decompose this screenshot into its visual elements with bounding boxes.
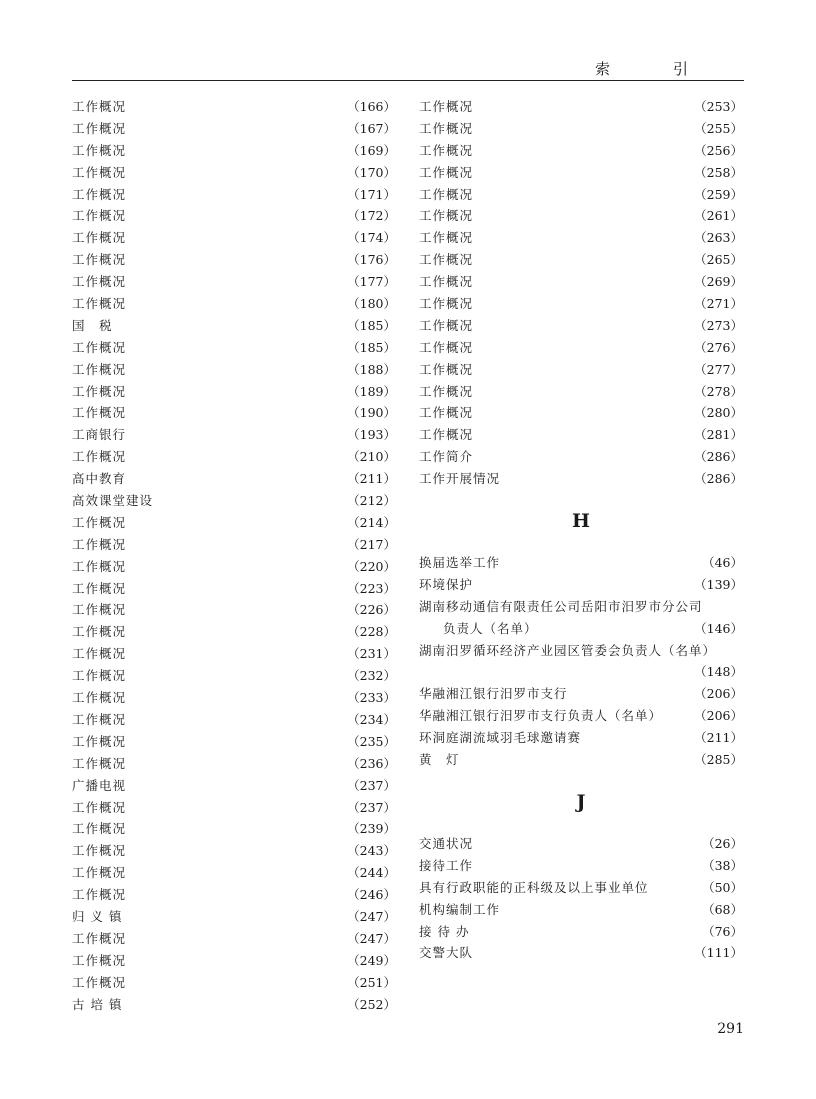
entry-page-ref: （148） <box>694 664 743 680</box>
entry-page-ref: （236） <box>347 755 396 771</box>
index-entry <box>419 271 743 293</box>
index-entry <box>72 227 396 249</box>
entry-page-ref: （167） <box>347 120 396 136</box>
index-entry <box>419 618 743 640</box>
entry-page-ref: （146） <box>694 620 743 636</box>
entry-page-ref: （271） <box>694 296 743 312</box>
entry-name: 工作概况 <box>419 274 474 290</box>
entry-name: 工作概况 <box>72 755 127 771</box>
entry-page-ref: （176） <box>347 252 396 268</box>
entry-name: 交警大队 <box>419 945 474 961</box>
entry-name: 工作概况 <box>72 186 127 202</box>
index-entry <box>72 118 396 140</box>
entry-name: 工作概况 <box>72 580 127 596</box>
entry-name: 工作概况 <box>72 514 127 530</box>
entry-page-ref: （265） <box>694 252 743 268</box>
index-entry <box>419 899 743 921</box>
entry-page-ref: （281） <box>694 427 743 443</box>
index-entry <box>72 315 396 337</box>
index-entry <box>72 490 396 512</box>
section-heading-j: J <box>576 790 586 813</box>
entry-name: 古 培 镇 <box>72 996 123 1012</box>
index-entry <box>419 921 743 943</box>
entry-page-ref: （50） <box>702 879 743 895</box>
entry-name: 工作概况 <box>72 208 127 224</box>
entry-page-ref: （180） <box>347 296 396 312</box>
entry-name: 工作概况 <box>72 930 127 946</box>
entry-name: 工作概况 <box>419 99 474 114</box>
index-entry <box>419 552 743 574</box>
entry-page-ref: （277） <box>694 361 743 377</box>
entry-page-ref: （251） <box>347 974 396 990</box>
index-entry <box>72 818 396 840</box>
entry-page-ref: （228） <box>347 624 396 640</box>
index-entry <box>72 665 396 687</box>
index-entry <box>72 337 396 359</box>
entry-name: 归 义 镇 <box>72 908 123 924</box>
entry-name: 工作概况 <box>419 208 474 224</box>
index-entry <box>72 731 396 753</box>
entry-name: 工作概况 <box>72 339 127 355</box>
index-entry <box>72 840 396 862</box>
index-entry <box>419 205 743 227</box>
index-entry <box>72 96 396 118</box>
entry-name: 工作概况 <box>72 624 127 640</box>
entry-page-ref: （211） <box>347 471 396 487</box>
index-entry <box>419 315 743 337</box>
entry-name: 工作概况 <box>72 296 127 312</box>
index-entry <box>72 578 396 600</box>
index-entry <box>72 556 396 578</box>
entry-name: 工作概况 <box>72 405 127 421</box>
entry-name: 工作概况 <box>419 427 474 443</box>
index-entry <box>72 402 396 424</box>
index-entry <box>72 709 396 731</box>
index-entry <box>419 381 743 403</box>
index-entry <box>72 162 396 184</box>
entry-page-ref: （233） <box>347 690 396 706</box>
entry-name: 工作概况 <box>72 646 127 662</box>
index-entry <box>72 687 396 709</box>
entry-name: 广播电视 <box>72 777 127 793</box>
entry-name: 工作简介 <box>419 449 474 465</box>
index-entry <box>419 833 743 855</box>
entry-page-ref: （212） <box>347 493 396 509</box>
entry-name: 接 待 办 <box>419 923 470 939</box>
entry-page-ref: （247） <box>347 930 396 946</box>
entry-page-ref: （232） <box>347 668 396 684</box>
entry-name: 环境保护 <box>419 576 474 592</box>
index-entry <box>419 705 743 727</box>
index-group-continued <box>419 96 743 490</box>
entry-name: 工作概况 <box>72 558 127 574</box>
index-entry <box>72 293 396 315</box>
entry-name: 工作概况 <box>72 252 127 268</box>
entry-page-ref: （246） <box>347 887 396 903</box>
entry-name: 工作概况 <box>72 602 127 618</box>
entry-page-ref: （185） <box>347 317 396 333</box>
entry-page-ref: （226） <box>347 602 396 618</box>
entry-name: 环洞庭湖流域羽毛球邀请赛 <box>419 730 582 746</box>
entry-page-ref: （211） <box>694 730 743 746</box>
entry-page-ref: （263） <box>694 230 743 246</box>
entry-name: 工作概况 <box>419 317 474 333</box>
entry-page-ref: （286） <box>694 471 743 487</box>
section-heading-h: H <box>572 510 590 533</box>
entry-page-ref: （261） <box>694 208 743 224</box>
entry-page-ref: （239） <box>347 821 396 837</box>
entry-page-ref: （188） <box>347 361 396 377</box>
index-entry <box>419 402 743 424</box>
entry-name: 工作概况 <box>72 142 127 158</box>
page-number: 291 <box>717 1021 744 1037</box>
entry-page-ref: （217） <box>347 536 396 552</box>
entry-name: 工作概况 <box>419 339 474 355</box>
entry-name: 工商银行 <box>72 427 127 443</box>
entry-name: 工作概况 <box>72 449 127 465</box>
entry-page-ref: （255） <box>694 120 743 136</box>
entry-page-ref: （190） <box>347 405 396 421</box>
entry-page-ref: （249） <box>347 952 396 968</box>
entry-page-ref: （139） <box>694 576 743 592</box>
entry-page-ref: （172） <box>347 208 396 224</box>
entry-page-ref: （253） <box>694 99 743 114</box>
index-entry <box>72 950 396 972</box>
index-entry <box>419 140 743 162</box>
index-column-right <box>419 96 743 964</box>
entry-page-ref: （193） <box>347 427 396 443</box>
index-group-h <box>419 552 743 771</box>
entry-name: 具有行政职能的正科级及以上事业单位 <box>419 879 649 895</box>
entry-name: 换届选举工作 <box>419 555 501 571</box>
index-entry <box>419 118 743 140</box>
entry-name: 工作概况 <box>419 164 474 180</box>
entry-name: 工作概况 <box>72 668 127 684</box>
index-entry <box>72 468 396 490</box>
entry-page-ref: （177） <box>347 274 396 290</box>
entry-page-ref: （38） <box>702 857 743 873</box>
index-entry <box>419 683 743 705</box>
index-entry <box>419 424 743 446</box>
entry-name: 工作概况 <box>419 361 474 377</box>
entry-name: 交通状况 <box>419 835 474 851</box>
entry-page-ref: （220） <box>347 558 396 574</box>
entry-name: 工作概况 <box>419 186 474 202</box>
index-entry <box>72 534 396 556</box>
index-entry <box>419 727 743 749</box>
entry-page-ref: （169） <box>347 142 396 158</box>
entry-page-ref: （174） <box>347 230 396 246</box>
entry-name: 工作开展情况 <box>419 471 501 487</box>
running-header <box>72 58 744 81</box>
index-entry <box>72 928 396 950</box>
index-entry <box>72 512 396 534</box>
entry-page-ref: （286） <box>694 449 743 465</box>
entry-name: 工作概况 <box>419 142 474 158</box>
index-entry <box>72 862 396 884</box>
entry-page-ref: （258） <box>694 164 743 180</box>
entry-name: 工作概况 <box>419 383 474 399</box>
entry-page-ref: （231） <box>347 646 396 662</box>
entry-name: 工作概况 <box>72 821 127 837</box>
entry-name: 华融湘江银行汨罗市支行 <box>419 686 568 702</box>
entry-page-ref: （166） <box>347 99 396 114</box>
entry-name: 接待工作 <box>419 857 474 873</box>
index-entry <box>72 424 396 446</box>
index-entry <box>419 359 743 381</box>
entry-page-ref: （259） <box>694 186 743 202</box>
entry-name: 工作概况 <box>72 99 127 114</box>
entry-name: 工作概况 <box>72 536 127 552</box>
index-entry <box>419 468 743 490</box>
entry-name: 工作概况 <box>72 799 127 815</box>
entry-name: 工作概况 <box>72 887 127 903</box>
index-entry <box>419 184 743 206</box>
entry-page-ref: （247） <box>347 908 396 924</box>
index-entry <box>419 640 743 662</box>
index-entry <box>419 942 743 964</box>
entry-page-ref: （223） <box>347 580 396 596</box>
index-entry <box>419 855 743 877</box>
index-entry <box>419 227 743 249</box>
index-entry <box>72 381 396 403</box>
index-entry <box>72 140 396 162</box>
entry-name: 工作概况 <box>419 405 474 421</box>
entry-name: 工作概况 <box>419 296 474 312</box>
entry-page-ref: （235） <box>347 733 396 749</box>
entry-page-ref: （171） <box>347 186 396 202</box>
entry-name: 工作概况 <box>72 274 127 290</box>
entry-name: 工作概况 <box>72 120 127 136</box>
entry-name: 工作概况 <box>72 843 127 859</box>
entry-page-ref: （276） <box>694 339 743 355</box>
index-entry <box>419 337 743 359</box>
entry-name: 工作概况 <box>419 252 474 268</box>
entry-name: 工作概况 <box>72 711 127 727</box>
entry-page-ref: （256） <box>694 142 743 158</box>
entry-name: 机构编制工作 <box>419 901 501 917</box>
entry-page-ref: （269） <box>694 274 743 290</box>
entry-page-ref: （185） <box>347 339 396 355</box>
entry-page-ref: （170） <box>347 164 396 180</box>
entry-page-ref: （280） <box>694 405 743 421</box>
index-group-j <box>419 833 743 964</box>
entry-page-ref: （234） <box>347 711 396 727</box>
index-entry <box>72 599 396 621</box>
index-entry <box>72 797 396 819</box>
entry-page-ref: （111） <box>694 945 743 961</box>
index-entry <box>72 184 396 206</box>
index-entry <box>419 661 743 683</box>
index-entry <box>72 753 396 775</box>
index-entry <box>419 574 743 596</box>
entry-name: 工作概况 <box>72 164 127 180</box>
entry-name: 工作概况 <box>419 120 474 136</box>
entry-name: 高中教育 <box>72 471 127 487</box>
index-entry <box>72 994 396 1016</box>
entry-page-ref: （243） <box>347 843 396 859</box>
entry-name: 工作概况 <box>72 733 127 749</box>
entry-page-ref: （237） <box>347 799 396 815</box>
index-entry <box>419 749 743 771</box>
entry-name: 工作概况 <box>72 865 127 881</box>
entry-page-ref: （210） <box>347 449 396 465</box>
entry-page-ref: （46） <box>702 555 743 571</box>
index-entry <box>72 775 396 797</box>
entry-page-ref: （285） <box>694 752 743 768</box>
entry-name: 黄 灯 <box>419 752 460 768</box>
index-entry <box>419 162 743 184</box>
entry-page-ref: （252） <box>347 996 396 1012</box>
entry-name: 工作概况 <box>419 230 474 246</box>
entry-name: 华融湘江银行汨罗市支行负责人（名单） <box>419 708 663 724</box>
header-title: 索 引 <box>594 60 712 78</box>
index-entry <box>72 359 396 381</box>
entry-page-ref: （26） <box>702 835 743 851</box>
entry-name: 工作概况 <box>72 952 127 968</box>
index-entry <box>72 249 396 271</box>
entry-name: 工作概况 <box>72 230 127 246</box>
index-entry <box>419 446 743 468</box>
entry-page-ref: （76） <box>702 923 743 939</box>
index-entry <box>72 884 396 906</box>
index-entry <box>72 972 396 994</box>
entry-name: 负责人（名单） <box>443 620 538 636</box>
entry-page-ref: （244） <box>347 865 396 881</box>
index-entry <box>419 249 743 271</box>
entry-page-ref: （237） <box>347 777 396 793</box>
entry-name: 湖南移动通信有限责任公司岳阳市汨罗市分公司 <box>419 598 703 614</box>
entry-page-ref: （214） <box>347 514 396 530</box>
entry-page-ref: （206） <box>694 686 743 702</box>
entry-name: 国 税 <box>72 317 113 333</box>
entry-name: 湖南汨罗循环经济产业园区管委会负责人（名单） <box>419 642 717 658</box>
index-entry <box>72 621 396 643</box>
entry-page-ref: （68） <box>702 901 743 917</box>
index-entry <box>72 446 396 468</box>
index-entry <box>72 906 396 928</box>
entry-page-ref: （273） <box>694 317 743 333</box>
entry-name: 高效课堂建设 <box>72 493 154 509</box>
entry-name: 工作概况 <box>72 383 127 399</box>
index-column-left <box>72 96 396 1015</box>
index-entry <box>72 205 396 227</box>
index-entry <box>419 293 743 315</box>
entry-page-ref: （278） <box>694 383 743 399</box>
index-entry <box>419 596 743 618</box>
entry-page-ref: （206） <box>694 708 743 724</box>
entry-name: 工作概况 <box>72 974 127 990</box>
entry-name: 工作概况 <box>72 690 127 706</box>
index-entry <box>72 271 396 293</box>
index-entry <box>419 877 743 899</box>
index-entry <box>419 96 743 118</box>
entry-name: 工作概况 <box>72 361 127 377</box>
entry-page-ref: （189） <box>347 383 396 399</box>
index-entry <box>72 643 396 665</box>
